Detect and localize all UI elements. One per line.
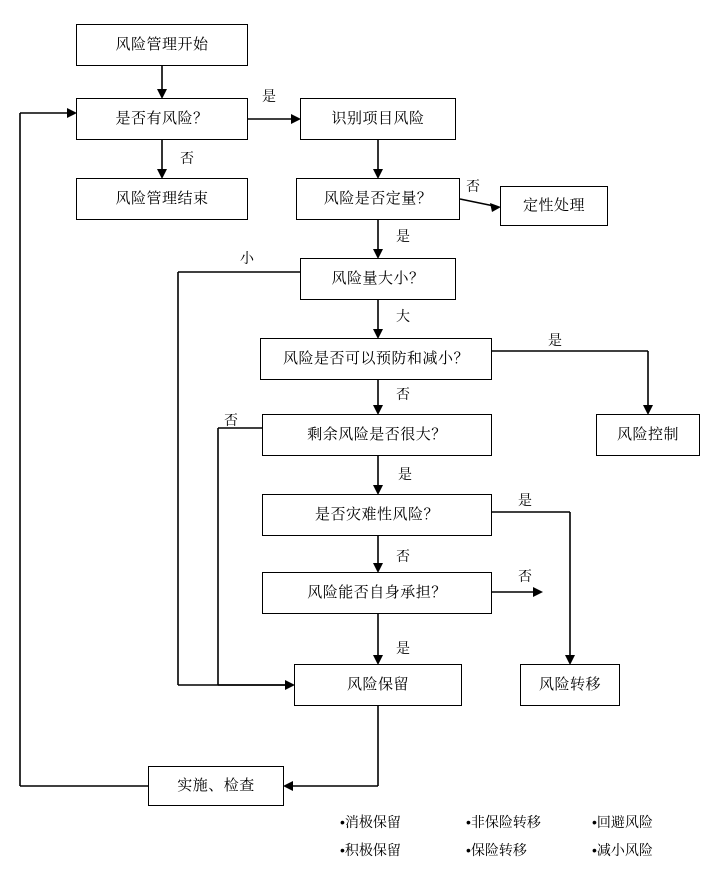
node-start-label: 风险管理开始 <box>115 35 209 53</box>
node-magnitude-label: 风险量大小？ <box>331 269 425 287</box>
node-risk-control[interactable] <box>596 414 700 456</box>
legend-row-1 <box>340 812 696 832</box>
legend-item-passive-retention: •消极保留 <box>340 814 401 830</box>
node-catastrophic-risk[interactable] <box>262 494 492 536</box>
node-implement-check[interactable] <box>148 766 284 806</box>
node-prevent-reduce-label: 风险是否可以预防和减小？ <box>282 349 469 367</box>
edge-label-yes-residual: 是 <box>398 466 412 482</box>
edge-label-yes-quantify: 是 <box>396 228 410 244</box>
legend-item-non-insurance-transfer: •非保险转移 <box>466 814 541 830</box>
node-risk-retain[interactable] <box>294 664 462 706</box>
node-risk-transfer[interactable] <box>520 664 620 706</box>
edge-label-large-magnitude: 大 <box>396 308 410 324</box>
node-end-label: 风险管理结束 <box>115 189 209 207</box>
node-qualitative[interactable] <box>500 186 608 226</box>
edge-label-no-catastrophic: 否 <box>396 548 410 564</box>
node-residual-risk-label: 剩余风险是否很大？ <box>307 425 447 443</box>
node-implement-check-label: 实施、检查 <box>177 776 255 794</box>
edge-label-no-bear: 否 <box>518 568 532 584</box>
node-risk-transfer-label: 风险转移 <box>538 675 601 693</box>
legend-item-reduce-risk: •减小风险 <box>592 842 653 858</box>
node-risk-retain-label: 风险保留 <box>346 675 409 693</box>
legend-options <box>340 812 696 868</box>
edge-label-small-magnitude: 小 <box>240 250 254 266</box>
node-identify-risk-label: 识别项目风险 <box>331 109 425 127</box>
node-catastrophic-risk-label: 是否灾难性风险？ <box>314 505 439 523</box>
node-risk-control-label: 风险控制 <box>616 425 679 443</box>
edge-label-no-has-risk: 否 <box>180 150 194 166</box>
node-identify-risk[interactable] <box>300 98 456 140</box>
edge-label-yes-has-risk: 是 <box>262 88 276 104</box>
node-magnitude[interactable] <box>300 258 456 300</box>
legend-item-avoid-risk: •回避风险 <box>592 814 653 830</box>
node-has-risk[interactable] <box>76 98 248 140</box>
node-self-bear[interactable] <box>262 572 492 614</box>
edge-label-no-quantify: 否 <box>466 178 480 194</box>
node-prevent-reduce[interactable] <box>260 338 492 380</box>
node-self-bear-label: 风险能否自身承担？ <box>307 583 447 601</box>
node-end[interactable] <box>76 178 248 220</box>
edge-label-yes-bear: 是 <box>396 640 410 656</box>
node-quantify-label: 风险是否定量？ <box>323 189 433 207</box>
node-has-risk-label: 是否有风险？ <box>115 109 209 127</box>
edge-label-no-prevent: 否 <box>396 386 410 402</box>
node-qualitative-label: 定性处理 <box>522 196 585 214</box>
edge-label-no-residual: 否 <box>224 412 238 428</box>
node-quantify[interactable] <box>296 178 460 220</box>
legend-row-2 <box>340 840 696 860</box>
legend-item-active-retention: •积极保留 <box>340 842 401 858</box>
node-start[interactable] <box>76 24 248 66</box>
edge-label-yes-prevent: 是 <box>548 332 562 348</box>
node-residual-risk[interactable] <box>262 414 492 456</box>
edge-label-yes-catastrophic: 是 <box>518 492 532 508</box>
legend-item-insurance-transfer: •保险转移 <box>466 842 527 858</box>
